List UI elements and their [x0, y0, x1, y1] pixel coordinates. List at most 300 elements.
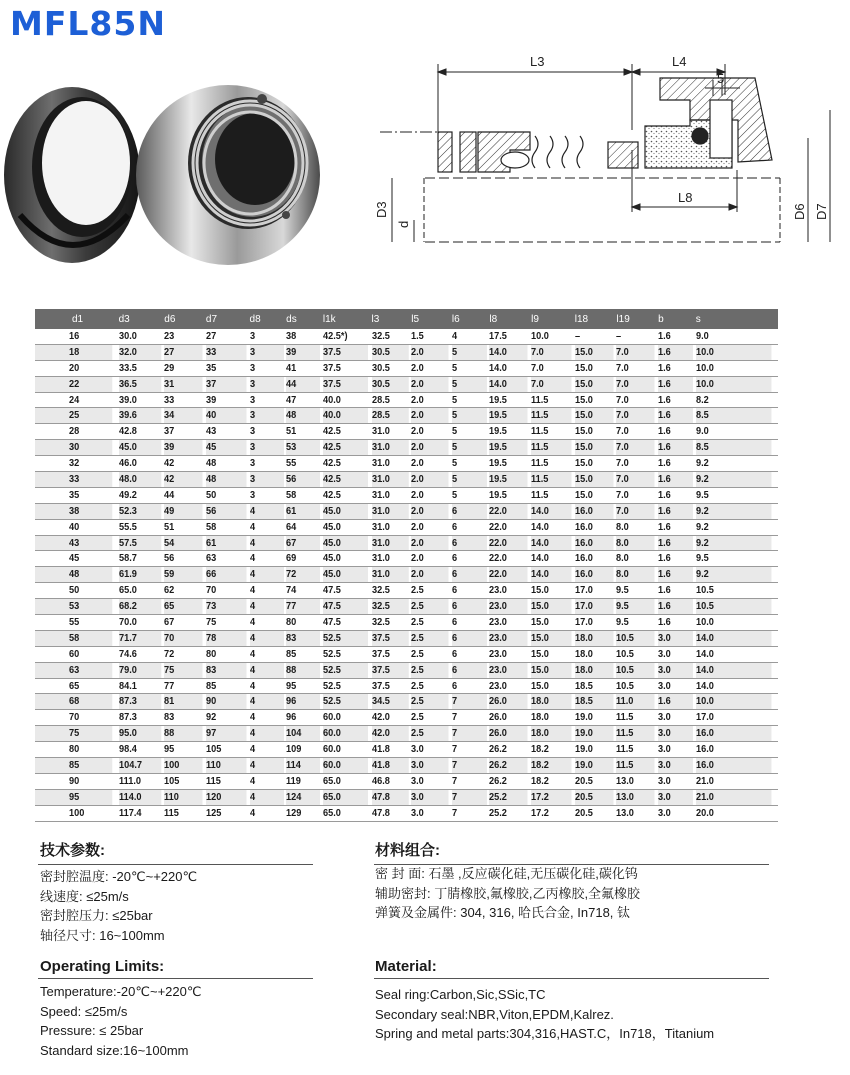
table-cell: 7.0 — [616, 392, 654, 408]
table-cell: 37.5 — [372, 630, 409, 646]
table-cell: 44 — [286, 376, 320, 392]
table-cell: 28.5 — [372, 408, 409, 424]
table-row — [35, 710, 778, 726]
table-cell: 17.2 — [531, 805, 571, 821]
table-cell: 32.5 — [372, 329, 409, 344]
column-header: l1k — [323, 309, 372, 329]
table-cell: 2.5 — [411, 630, 448, 646]
table-cell: 17.0 — [696, 710, 772, 726]
table-cell: 4 — [250, 551, 284, 567]
table-cell: 8.2 — [696, 392, 772, 408]
column-header: d7 — [206, 309, 250, 329]
column-header: l19 — [616, 309, 658, 329]
table-cell: 14.0 — [489, 344, 527, 360]
table-cell: 14.0 — [531, 567, 571, 583]
table-cell: 38 — [35, 503, 112, 519]
table-cell: 23.0 — [489, 583, 527, 599]
table-cell: 19.5 — [489, 472, 527, 488]
table-cell: 5 — [452, 392, 487, 408]
seal-cross-section-diagram — [360, 50, 840, 250]
table-cell: 58 — [286, 487, 320, 503]
table-cell: 105 — [206, 742, 246, 758]
table-cell: 14.0 — [696, 630, 772, 646]
table-cell: 45 — [35, 551, 112, 567]
table-cell: 51 — [164, 519, 202, 535]
dim-label-d: d — [396, 220, 411, 228]
table-cell: 18.2 — [531, 758, 571, 774]
table-cell: 6 — [452, 567, 487, 583]
table-cell: 5 — [452, 456, 487, 472]
table-cell: 88 — [164, 726, 202, 742]
table-cell: 1.6 — [658, 360, 693, 376]
material-cn-heading: 材料组合: — [375, 842, 440, 859]
table-cell: 3.0 — [658, 630, 693, 646]
table-cell: 45.0 — [323, 503, 368, 519]
table-cell: 2.5 — [411, 646, 448, 662]
table-cell: 95 — [164, 742, 202, 758]
table-cell: 1.6 — [658, 567, 693, 583]
table-cell: 54 — [164, 535, 202, 551]
table-cell: 19.5 — [489, 424, 527, 440]
table-cell: 22.0 — [489, 535, 527, 551]
dim-label-d3: D3 — [374, 201, 389, 218]
table-cell: 65 — [35, 678, 112, 694]
table-cell: 7 — [452, 789, 487, 805]
table-cell: 19.0 — [575, 758, 613, 774]
table-row — [35, 567, 778, 583]
table-cell: 37 — [206, 376, 246, 392]
table-cell: 7 — [452, 694, 487, 710]
table-cell: 65.0 — [119, 583, 161, 599]
table-cell: 26.0 — [489, 710, 527, 726]
table-cell: – — [575, 329, 613, 344]
table-cell: 31.0 — [372, 440, 409, 456]
table-cell: 4 — [250, 646, 284, 662]
table-cell: 2.5 — [411, 726, 448, 742]
table-cell: 13.0 — [616, 789, 654, 805]
table-cell: 84.1 — [119, 678, 161, 694]
dim-label-5: 5 — [717, 71, 725, 86]
table-cell: 3 — [250, 487, 284, 503]
table-cell: 2.0 — [411, 472, 448, 488]
table-cell: 23.0 — [489, 646, 527, 662]
table-row — [35, 535, 778, 551]
table-cell: 22.0 — [489, 567, 527, 583]
table-cell: 9.5 — [616, 599, 654, 615]
table-cell: 77 — [164, 678, 202, 694]
table-cell: 26.2 — [489, 758, 527, 774]
table-cell: 19.0 — [575, 710, 613, 726]
table-cell: 17.0 — [575, 615, 613, 631]
table-cell: 43 — [35, 535, 112, 551]
table-cell: 18.0 — [531, 710, 571, 726]
table-cell: 4 — [250, 583, 284, 599]
table-cell: 1.6 — [658, 694, 693, 710]
table-cell: 9.0 — [696, 424, 772, 440]
table-cell: 2.5 — [411, 678, 448, 694]
table-cell: 18.2 — [531, 773, 571, 789]
table-cell: 10.5 — [616, 662, 654, 678]
table-cell: 14.0 — [489, 360, 527, 376]
table-cell: 2.0 — [411, 392, 448, 408]
table-cell: 41.8 — [372, 742, 409, 758]
table-cell: 4 — [250, 503, 284, 519]
table-cell: 52.5 — [323, 694, 368, 710]
table-cell: 42.5 — [323, 424, 368, 440]
material-cn-line: 辅助密封: 丁腈橡胶,氟橡胶,乙丙橡胶,全氟橡胶 — [375, 885, 641, 901]
table-cell: 39.6 — [119, 408, 161, 424]
table-cell: 31.0 — [372, 424, 409, 440]
table-cell: 40.0 — [323, 408, 368, 424]
table-cell: 50 — [35, 583, 112, 599]
table-cell: 7.0 — [531, 376, 571, 392]
table-cell: 42.5 — [323, 487, 368, 503]
table-cell: 88 — [286, 662, 320, 678]
table-cell: 7 — [452, 758, 487, 774]
table-cell: 15.0 — [531, 599, 571, 615]
table-cell: 90 — [35, 773, 112, 789]
table-cell: 104.7 — [119, 758, 161, 774]
table-cell: 1.6 — [658, 456, 693, 472]
table-cell: 42.5 — [323, 472, 368, 488]
table-body — [35, 329, 778, 821]
table-cell: 59 — [164, 567, 202, 583]
table-row — [35, 344, 778, 360]
table-cell: 9.2 — [696, 472, 772, 488]
table-cell: 92 — [206, 710, 246, 726]
table-cell: 3.0 — [658, 646, 693, 662]
table-cell: 13.0 — [616, 805, 654, 821]
table-cell: 7.0 — [616, 360, 654, 376]
table-cell: 16.0 — [575, 519, 613, 535]
table-cell: 3.0 — [658, 805, 693, 821]
dim-label-l4: L4 — [672, 54, 687, 69]
material-en-line: Seal ring:Carbon,Sic,SSic,TC — [375, 987, 546, 1002]
table-cell: 9.2 — [696, 503, 772, 519]
table-cell: 37 — [164, 424, 202, 440]
table-cell: 11.5 — [531, 472, 571, 488]
table-cell: 119 — [286, 773, 320, 789]
table-cell: 21.0 — [696, 773, 772, 789]
table-cell: 10.0 — [696, 694, 772, 710]
table-cell: 32.5 — [372, 599, 409, 615]
table-cell: 37.5 — [323, 376, 368, 392]
table-cell: 1.6 — [658, 392, 693, 408]
table-cell: 70 — [35, 710, 112, 726]
column-header: l5 — [411, 309, 452, 329]
table-cell: 10.5 — [696, 583, 772, 599]
table-cell: 3.0 — [411, 742, 448, 758]
table-cell: 6 — [452, 551, 487, 567]
table-cell: 42 — [164, 472, 202, 488]
operating-limit-line: Standard size:16~100mm — [40, 1042, 189, 1058]
table-cell: 66 — [206, 567, 246, 583]
table-cell: 75 — [164, 662, 202, 678]
table-cell: 56 — [206, 503, 246, 519]
table-cell: 3 — [250, 376, 284, 392]
table-cell: 23.0 — [489, 599, 527, 615]
table-cell: 26.2 — [489, 773, 527, 789]
table-cell: 37.5 — [372, 646, 409, 662]
table-cell: 97 — [206, 726, 246, 742]
table-cell: 15.0 — [575, 487, 613, 503]
table-cell: 6 — [452, 583, 487, 599]
table-cell: 28.5 — [372, 392, 409, 408]
table-cell: 15.0 — [531, 646, 571, 662]
table-cell: 27 — [164, 344, 202, 360]
table-cell: 43 — [206, 424, 246, 440]
table-cell: 2.5 — [411, 662, 448, 678]
table-cell: 7.0 — [616, 456, 654, 472]
table-cell: 8.0 — [616, 535, 654, 551]
table-cell: 3 — [250, 440, 284, 456]
operating-limit-line: Speed: ≤25m/s — [40, 1003, 128, 1019]
table-row — [35, 456, 778, 472]
table-cell: 9.5 — [696, 551, 772, 567]
table-cell: 1.6 — [658, 376, 693, 392]
table-cell: 74 — [286, 583, 320, 599]
table-cell: 7.0 — [616, 424, 654, 440]
material-en-line: Spring and metal parts:304,316,HAST.C，In718，Titanium — [375, 1026, 715, 1041]
table-cell: 7 — [452, 742, 487, 758]
table-cell: 45.0 — [323, 551, 368, 567]
table-cell: 30.5 — [372, 344, 409, 360]
table-cell: 31.0 — [372, 503, 409, 519]
dimension-table — [35, 309, 778, 822]
table-cell: 90 — [206, 694, 246, 710]
table-cell: 68.2 — [119, 599, 161, 615]
table-cell: 9.2 — [696, 456, 772, 472]
table-cell: 22.0 — [489, 519, 527, 535]
table-cell: 5 — [452, 376, 487, 392]
table-cell: 15.0 — [575, 424, 613, 440]
tech-params-heading: 技术参数: — [40, 842, 105, 859]
table-cell: 31.0 — [372, 535, 409, 551]
table-cell: 81 — [164, 694, 202, 710]
table-cell: 27 — [206, 329, 246, 344]
table-cell: 20.5 — [575, 789, 613, 805]
material-en-line: Secondary seal:NBR,Viton,EPDM,Kalrez. — [375, 1006, 614, 1022]
table-row — [35, 662, 778, 678]
table-cell: 5 — [452, 440, 487, 456]
table-cell: 74.6 — [119, 646, 161, 662]
table-cell: 4 — [250, 758, 284, 774]
table-cell: 19.5 — [489, 408, 527, 424]
table-cell: 7.0 — [616, 440, 654, 456]
table-cell: 3 — [250, 456, 284, 472]
table-cell: 14.0 — [531, 535, 571, 551]
table-cell: 64 — [286, 519, 320, 535]
table-cell: 124 — [286, 789, 320, 805]
table-cell: 31 — [164, 376, 202, 392]
table-cell: 19.0 — [575, 726, 613, 742]
table-row — [35, 758, 778, 774]
table-cell: 10.0 — [696, 615, 772, 631]
table-cell: 80 — [286, 615, 320, 631]
table-cell: 17.0 — [575, 583, 613, 599]
table-cell: 47.5 — [323, 599, 368, 615]
table-cell: 2.0 — [411, 567, 448, 583]
table-cell: 80 — [206, 646, 246, 662]
table-cell: 49.2 — [119, 487, 161, 503]
table-cell: 60.0 — [323, 726, 368, 742]
table-cell: 8.0 — [616, 567, 654, 583]
table-cell: 7.0 — [531, 360, 571, 376]
table-row — [35, 551, 778, 567]
table-cell: 3.0 — [658, 742, 693, 758]
table-cell: 42.5*) — [323, 329, 368, 344]
table-cell: 37.5 — [372, 662, 409, 678]
table-cell: 31.0 — [372, 472, 409, 488]
table-cell: 40 — [206, 408, 246, 424]
table-cell: 52.5 — [323, 646, 368, 662]
column-header: l6 — [452, 309, 490, 329]
table-row — [35, 519, 778, 535]
table-cell: 52.5 — [323, 678, 368, 694]
table-row — [35, 742, 778, 758]
table-cell: 40 — [35, 519, 112, 535]
table-cell: 7.0 — [616, 344, 654, 360]
table-cell: 6 — [452, 662, 487, 678]
table-cell: 56 — [164, 551, 202, 567]
table-cell: 65 — [164, 599, 202, 615]
table-cell: 2.0 — [411, 344, 448, 360]
tech-param-line: 轴径尺寸: 16~100mm — [40, 927, 165, 943]
table-cell: 20.5 — [575, 773, 613, 789]
table-cell: 9.0 — [696, 329, 772, 344]
table-cell: 58 — [206, 519, 246, 535]
table-cell: 18.0 — [531, 694, 571, 710]
table-cell: 28 — [35, 424, 112, 440]
table-cell: 18.0 — [575, 662, 613, 678]
table-cell: 15.0 — [531, 615, 571, 631]
dim-label-l8: L8 — [678, 190, 693, 205]
table-cell: 95 — [35, 789, 112, 805]
table-cell: 19.5 — [489, 392, 527, 408]
table-cell: 68 — [35, 694, 112, 710]
table-cell: 17.0 — [575, 599, 613, 615]
table-cell: 3.0 — [658, 773, 693, 789]
table-cell: 85 — [286, 646, 320, 662]
table-cell: 2.0 — [411, 376, 448, 392]
table-cell: 31.0 — [372, 519, 409, 535]
table-cell: 42 — [164, 456, 202, 472]
table-cell: 3 — [250, 408, 284, 424]
table-cell: 83 — [286, 630, 320, 646]
table-cell: 4 — [250, 519, 284, 535]
table-cell: 1.6 — [658, 472, 693, 488]
table-cell: 26.0 — [489, 694, 527, 710]
table-cell: 16.0 — [696, 726, 772, 742]
table-cell: 38 — [286, 329, 320, 344]
table-cell: 9.5 — [696, 487, 772, 503]
table-cell: 8.5 — [696, 408, 772, 424]
table-cell: 109 — [286, 742, 320, 758]
table-cell: 56 — [286, 472, 320, 488]
table-cell: 9.5 — [616, 583, 654, 599]
table-cell: 61 — [206, 535, 246, 551]
table-row — [35, 583, 778, 599]
material-en-heading: Material: — [375, 958, 437, 975]
table-cell: 65.0 — [323, 805, 368, 821]
table-cell: 21.0 — [696, 789, 772, 805]
table-cell: 20 — [35, 360, 112, 376]
table-cell: 2.5 — [411, 694, 448, 710]
table-cell: 96 — [286, 694, 320, 710]
table-cell: 4 — [250, 805, 284, 821]
table-cell: 100 — [35, 805, 112, 821]
table-cell: 11.5 — [531, 487, 571, 503]
table-cell: 16.0 — [575, 503, 613, 519]
table-cell: 39.0 — [119, 392, 161, 408]
table-row — [35, 773, 778, 789]
table-cell: 2.0 — [411, 440, 448, 456]
table-cell: 45.0 — [323, 567, 368, 583]
table-cell: 15.0 — [575, 344, 613, 360]
table-cell: 4 — [250, 710, 284, 726]
table-cell: 4 — [250, 694, 284, 710]
table-cell: 15.0 — [575, 392, 613, 408]
table-cell: 45.0 — [119, 440, 161, 456]
table-cell: 32.5 — [372, 583, 409, 599]
table-cell: 7.0 — [616, 376, 654, 392]
table-cell: 14.0 — [489, 376, 527, 392]
table-cell: 14.0 — [696, 662, 772, 678]
divider — [374, 864, 769, 865]
table-cell: 3 — [250, 472, 284, 488]
table-cell: 22.0 — [489, 551, 527, 567]
table-row — [35, 472, 778, 488]
table-cell: 15.0 — [531, 662, 571, 678]
bellows-seal-photo — [136, 85, 320, 265]
table-cell: 72 — [164, 646, 202, 662]
table-cell: 41.8 — [372, 758, 409, 774]
table-cell: 3.0 — [658, 710, 693, 726]
table-cell: 70.0 — [119, 615, 161, 631]
table-row — [35, 789, 778, 805]
table-cell: 16.0 — [575, 551, 613, 567]
table-cell: 30.0 — [119, 329, 161, 344]
table-cell: 16.0 — [696, 758, 772, 774]
table-cell: 18.0 — [575, 646, 613, 662]
table-cell: 8.5 — [696, 440, 772, 456]
table-cell: 85 — [206, 678, 246, 694]
table-cell: 98.4 — [119, 742, 161, 758]
table-cell: 15.0 — [575, 360, 613, 376]
table-cell: 2.0 — [411, 408, 448, 424]
table-cell: 30.5 — [372, 360, 409, 376]
table-cell: 32 — [35, 456, 112, 472]
table-cell: 17.2 — [531, 789, 571, 805]
table-cell: 2.0 — [411, 424, 448, 440]
divider — [38, 978, 313, 979]
table-cell: 5 — [452, 408, 487, 424]
table-row — [35, 805, 778, 821]
table-cell: 14.0 — [531, 551, 571, 567]
table-cell: 10.5 — [616, 646, 654, 662]
table-cell: 4 — [250, 678, 284, 694]
table-cell: 3 — [250, 329, 284, 344]
table-cell: 15.0 — [575, 408, 613, 424]
table-cell: 55 — [286, 456, 320, 472]
table-cell: 17.5 — [489, 329, 527, 344]
table-cell: 34 — [164, 408, 202, 424]
table-row — [35, 694, 778, 710]
column-header: l9 — [531, 309, 575, 329]
operating-limit-line: Pressure: ≤ 25bar — [40, 1023, 144, 1038]
table-cell: 16.0 — [575, 567, 613, 583]
table-cell: 11.5 — [531, 408, 571, 424]
